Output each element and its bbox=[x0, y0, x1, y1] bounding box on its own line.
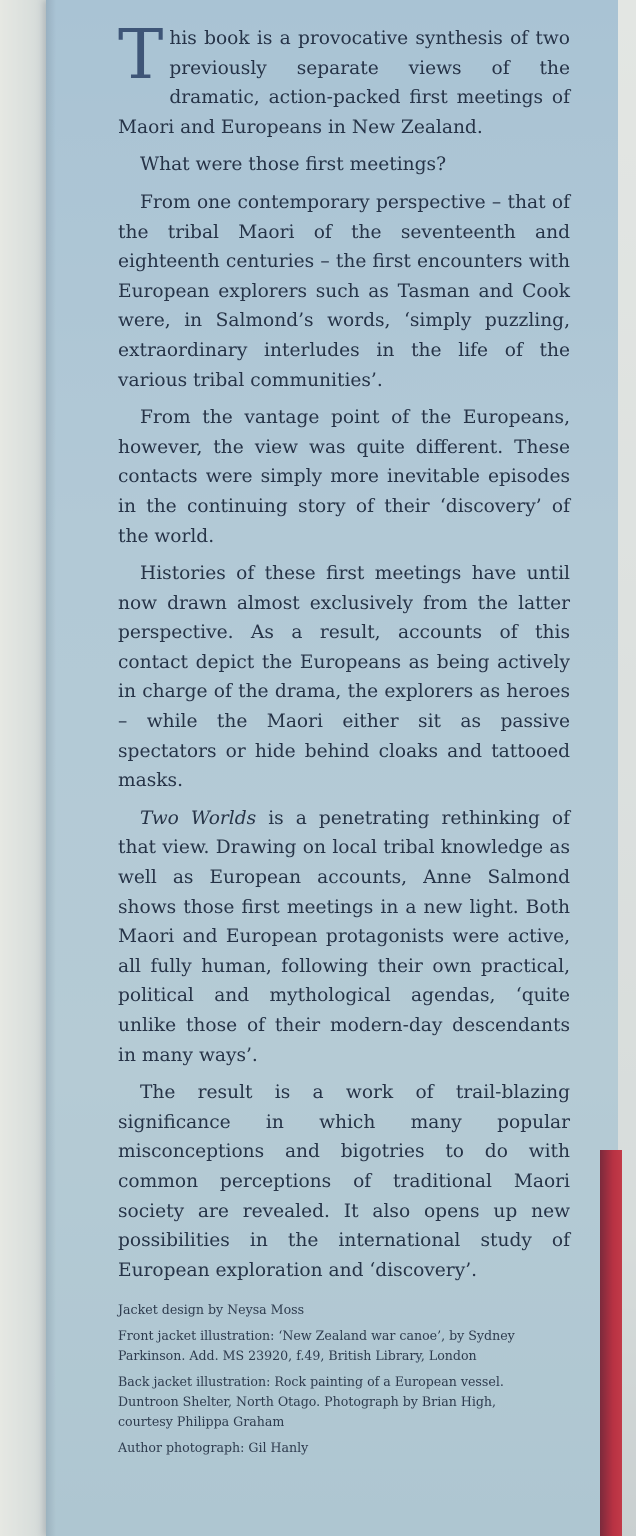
blurb-paragraph-2: What were those first meetings? bbox=[140, 154, 447, 176]
credit-jacket-design: Jacket design by Neysa Moss bbox=[118, 1302, 305, 1317]
blurb-paragraph-4: From the vantage point of the Europeans, however, the view was quite different. These contacts were simply more inevitable episodes in the continuing story of their ‘discovery’ of the world. bbox=[118, 407, 570, 547]
blurb-paragraph-1-text: his book is a provocative synthesis of two previously separate views of the dramatic, action-packed first meetings of Maori and Europeans in New Zealand. bbox=[118, 28, 570, 138]
blurb-paragraph-6-text: is a penetrating rethinking of that view. Drawing on local tribal knowledge as well as European accounts, Anne Salmond shows those first meetings in a new light. Both Maori and European protagonists were active, all fully human, following their own practical, political and mythological agendas, ‘quite unlike those of their modern-day descendants in many ways’. bbox=[118, 807, 570, 1066]
drop-cap: T bbox=[118, 16, 164, 95]
credit-back-illustration: Back jacket illustration: Rock painting of a European vessel. Duntroon Shelter, North Otago. Photograph by Brian High, courtesy Philippa Graham bbox=[118, 1374, 504, 1429]
blurb-paragraph-6 bbox=[118, 804, 570, 1070]
cover-edge-strip bbox=[600, 1150, 622, 1536]
credit-author-photo: Author photograph: Gil Hanly bbox=[118, 1440, 309, 1455]
blurb-text bbox=[118, 16, 570, 1293]
flap-edge-shadow bbox=[46, 0, 56, 1536]
blurb-paragraph-1 bbox=[118, 16, 570, 142]
blurb-paragraph-3: From one contemporary perspective – that of the tribal Maori of the seventeenth and eighteenth centuries – the first encounters with European explorers such as Tasman and Cook were, in Salmond’s words, ‘simply puzzling, extraordinary interludes in the life of the various tribal communities’. bbox=[118, 191, 570, 391]
blurb-paragraph-5: Histories of these first meetings have until now drawn almost exclusively from the latter perspective. As a result, accounts of this contact depict the Europeans as being actively in charge of the drama, the explorers as heroes – while the Maori either sit as passive spectators or hide behind cloaks and tattooed masks. bbox=[118, 563, 570, 792]
credit-front-illustration: Front jacket illustration: ‘New Zealand war canoe’, by Sydney Parkinson. Add. MS 23920, f.49, British Library, London bbox=[118, 1328, 515, 1363]
blurb-paragraph-7: The result is a work of trail-blazing significance in which many popular misconceptions and bigotries to do with common perceptions of traditional Maori society are revealed. It also opens up new possibilities in the international study of European exploration and ‘discovery’. bbox=[118, 1082, 570, 1281]
jacket-credits bbox=[118, 1300, 548, 1464]
book-title: Two Worlds bbox=[140, 807, 257, 829]
